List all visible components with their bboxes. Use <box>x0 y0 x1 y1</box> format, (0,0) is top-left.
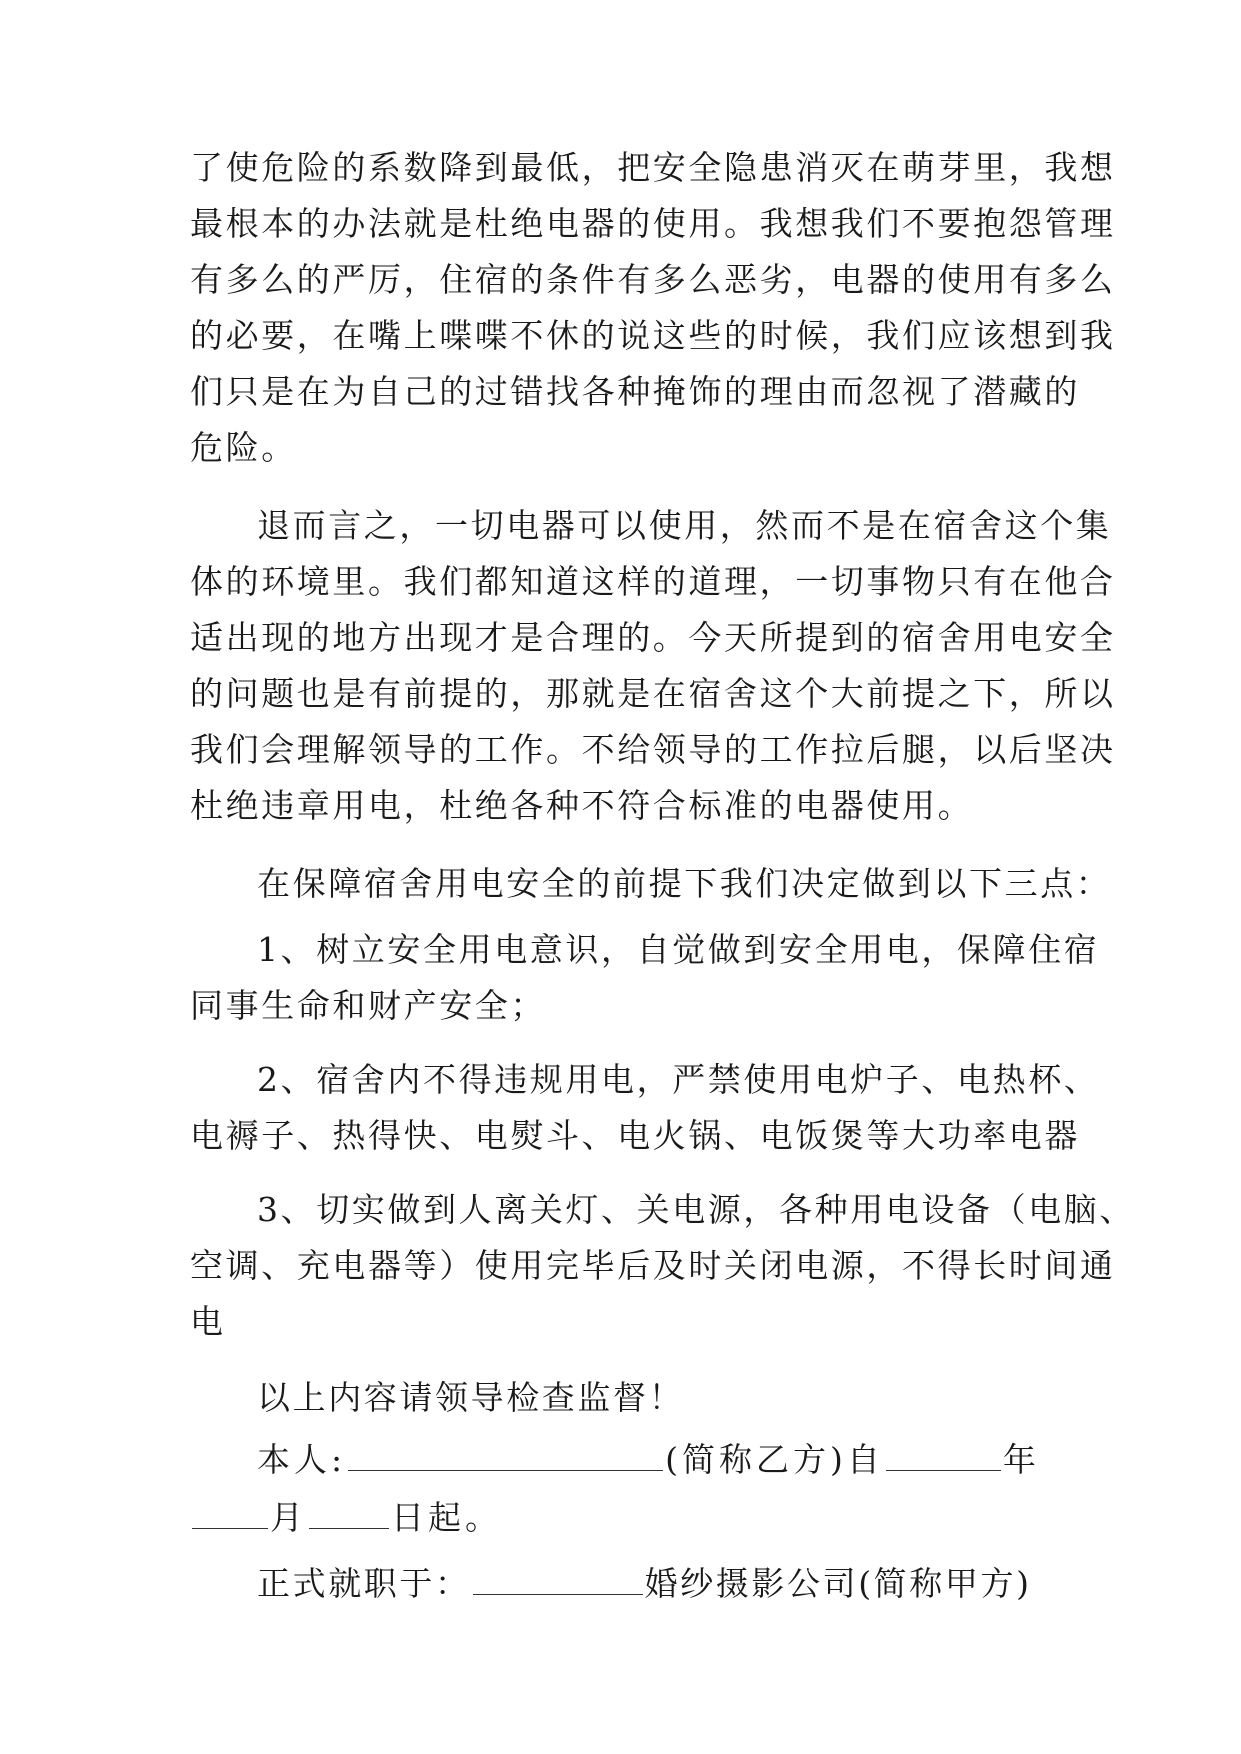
paragraph-2-line-2: 体的环境里。我们都知道这样的道理，一切事物只有在他合 <box>190 562 1116 601</box>
month-label: 月 <box>270 1498 307 1537</box>
day-blank[interactable] <box>309 1502 389 1529</box>
paragraph-1-line-6: 危险。 <box>190 428 297 467</box>
company-blank[interactable] <box>473 1568 643 1595</box>
item-2-line-2: 电褥子、热得快、电熨斗、电火锅、电饭煲等大功率电器 <box>190 1116 1080 1155</box>
paragraph-1-line-5: 们只是在为自己的过错找各种掩饰的理由而忽视了潜藏的 <box>190 372 1080 411</box>
name-blank[interactable] <box>348 1444 663 1471</box>
signature-line-2 <box>190 1498 1050 1538</box>
paragraph-2-line-1: 退而言之，一切电器可以使用，然而不是在宿舍这个集 <box>257 506 1112 545</box>
company-suffix: 婚纱摄影公司(简称甲方) <box>644 1564 1032 1603</box>
signature-line-3 <box>257 1564 1050 1604</box>
employed-label: 正式就职于： <box>257 1564 471 1603</box>
paragraph-2-line-3: 适出现的地方出现才是合理的。今天所提到的宿舍用电安全 <box>190 618 1116 657</box>
day-label: 日起。 <box>391 1498 502 1537</box>
paragraph-2-line-5: 我们会理解领导的工作。不给领导的工作拉后腿，以后坚决 <box>190 730 1116 769</box>
year-blank[interactable] <box>886 1444 1001 1471</box>
item-3-line-2: 空调、充电器等）使用完毕后及时关闭电源，不得长时间通 <box>190 1246 1116 1285</box>
paragraph-3: 在保障宿舍用电安全的前提下我们决定做到以下三点： <box>257 864 1112 903</box>
paragraph-1-line-1: 了使危险的系数降到最低，把安全隐患消灭在萌芽里，我想 <box>190 148 1116 187</box>
paragraph-1-line-4: 的必要，在嘴上喋喋不休的说这些的时候，我们应该想到我 <box>190 316 1116 355</box>
paragraph-2-line-6: 杜绝违章用电，杜绝各种不符合标准的电器使用。 <box>190 786 974 825</box>
paragraph-1-line-2: 最根本的办法就是杜绝电器的使用。我想我们不要抱怨管理 <box>190 204 1116 243</box>
paragraph-2-line-4: 的问题也是有前提的，那就是在宿舍这个大前提之下，所以 <box>190 674 1116 713</box>
self-label: 本人: <box>257 1440 347 1479</box>
item-3-line-3: 电 <box>190 1302 226 1341</box>
abbr-b-label: (简称乙方)自 <box>665 1440 884 1479</box>
item-2-line-1: 2、宿舍内不得违规用电，严禁使用电炉子、电热杯、 <box>257 1060 1100 1099</box>
item-3-line-1: 3、切实做到人离关灯、关电源，各种用电设备（电脑、 <box>257 1190 1135 1229</box>
closing-line: 以上内容请领导检查监督！ <box>257 1378 685 1417</box>
month-blank[interactable] <box>192 1502 268 1529</box>
signature-line-1 <box>257 1440 1050 1480</box>
item-1-line-1: 1、树立安全用电意识，自觉做到安全用电，保障住宿 <box>257 930 1100 969</box>
year-label: 年 <box>1002 1440 1040 1479</box>
item-1-line-2: 同事生命和财产安全； <box>190 986 546 1025</box>
paragraph-1-line-3: 有多么的严厉，住宿的条件有多么恶劣，电器的使用有多么 <box>190 260 1116 299</box>
